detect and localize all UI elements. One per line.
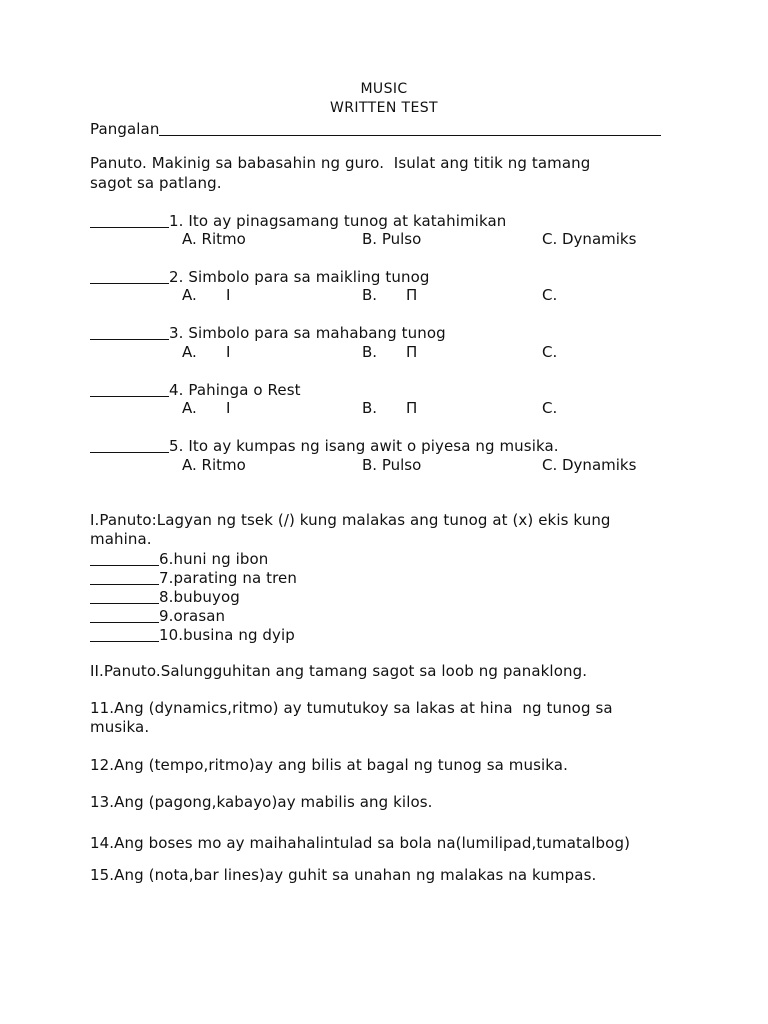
eighth-note-pair-symbol: П <box>406 286 418 304</box>
option-c: C. <box>542 343 558 361</box>
section2-item-12: 12.Ang (tempo,ritmo)ay ang bilis at bagal ng tunog sa musika. <box>90 756 568 774</box>
section1-item-7 <box>90 568 698 588</box>
section1-item-10 <box>90 625 698 645</box>
section1-instruction-line-1: I.Panuto:Lagyan ng tsek (/) kung malakas ang tunog at (x) ekis kung <box>90 511 611 529</box>
item-number: 8. <box>159 588 174 606</box>
question-number: 2. <box>169 268 184 286</box>
question-text: Ito ay kumpas ng isang awit o piyesa ng musika. <box>188 437 559 455</box>
question-number: 5. <box>169 437 184 455</box>
option-c: C. Dynamiks <box>542 456 637 474</box>
section2-item-11-line-1: 11.Ang (dynamics,ritmo) ay tumutukoy sa lakas at hina ng tunog sa <box>90 699 613 717</box>
answer-blank[interactable] <box>90 589 159 604</box>
mc-question-4 <box>90 380 698 400</box>
option-a: A. <box>182 343 197 361</box>
item-text: huni ng ibon <box>173 550 269 568</box>
section2-item-11-line-2: musika. <box>90 718 150 736</box>
name-blank[interactable] <box>159 121 661 136</box>
item-number: 9. <box>159 607 174 625</box>
eighth-note-pair-symbol: П <box>406 343 418 361</box>
option-c: C. <box>542 399 558 417</box>
mc-question-3 <box>90 323 698 343</box>
option-b: B. <box>362 286 378 304</box>
question-text: Simbolo para sa maikling tunog <box>188 268 430 286</box>
page-title: MUSIC <box>360 81 408 97</box>
item-text: orasan <box>173 607 226 625</box>
section1-instruction-line-2: mahina. <box>90 530 152 548</box>
mc-question-5 <box>90 436 698 456</box>
option-b: B. <box>362 343 378 361</box>
answer-blank[interactable] <box>90 213 169 228</box>
item-text: bubuyog <box>173 588 240 606</box>
option-b: B. Pulso <box>362 230 422 248</box>
name-row <box>90 119 698 139</box>
question-text: Simbolo para sa mahabang tunog <box>188 324 446 342</box>
mc-question-1 <box>90 211 698 231</box>
answer-blank[interactable] <box>90 570 159 585</box>
instruction-line-1: Panuto. Makinig sa babasahin ng guro. Isulat ang titik ng tamang <box>90 154 591 172</box>
item-number: 10. <box>159 626 184 644</box>
page-subtitle: WRITTEN TEST <box>330 100 438 116</box>
question-number: 4. <box>169 381 184 399</box>
answer-blank[interactable] <box>90 269 169 284</box>
answer-blank[interactable] <box>90 325 169 340</box>
instruction-line-2: sagot sa patlang. <box>90 174 222 192</box>
section2-instruction: II.Panuto.Salungguhitan ang tamang sagot sa loob ng panaklong. <box>90 662 588 680</box>
question-number: 3. <box>169 324 184 342</box>
option-a: A. <box>182 399 197 417</box>
section2-item-14: 14.Ang boses mo ay maihahalintulad sa bola na(lumilipad,tumatalbog) <box>90 834 631 852</box>
section2-item-13: 13.Ang (pagong,kabayo)ay mabilis ang kilos. <box>90 793 433 811</box>
option-c: C. <box>542 286 558 304</box>
option-b: B. <box>362 399 378 417</box>
answer-blank[interactable] <box>90 382 169 397</box>
answer-blank[interactable] <box>90 627 159 642</box>
section1-item-9 <box>90 606 698 626</box>
question-text: Pahinga o Rest <box>188 381 301 399</box>
name-label: Pangalan <box>90 120 160 138</box>
question-text: Ito ay pinagsamang tunog at katahimikan <box>188 212 507 230</box>
question-number: 1. <box>169 212 184 230</box>
quarter-note-symbol: I <box>226 399 231 417</box>
item-text: busina ng dyip <box>183 626 295 644</box>
section2-item-15: 15.Ang (nota,bar lines)ay guhit sa unahan ng malakas na kumpas. <box>90 866 597 884</box>
section1-item-8 <box>90 587 698 607</box>
option-a: A. <box>182 286 197 304</box>
item-number: 6. <box>159 550 174 568</box>
quarter-note-symbol: I <box>226 343 231 361</box>
section1-item-6 <box>90 549 698 569</box>
option-a: A. Ritmo <box>182 230 246 248</box>
answer-blank[interactable] <box>90 608 159 623</box>
answer-blank[interactable] <box>90 438 169 453</box>
option-a: A. Ritmo <box>182 456 246 474</box>
quarter-note-symbol: I <box>226 286 231 304</box>
answer-blank[interactable] <box>90 551 159 566</box>
option-c: C. Dynamiks <box>542 230 637 248</box>
item-text: parating na tren <box>173 569 297 587</box>
item-number: 7. <box>159 569 174 587</box>
option-b: B. Pulso <box>362 456 422 474</box>
mc-question-2 <box>90 267 698 287</box>
eighth-note-pair-symbol: П <box>406 399 418 417</box>
